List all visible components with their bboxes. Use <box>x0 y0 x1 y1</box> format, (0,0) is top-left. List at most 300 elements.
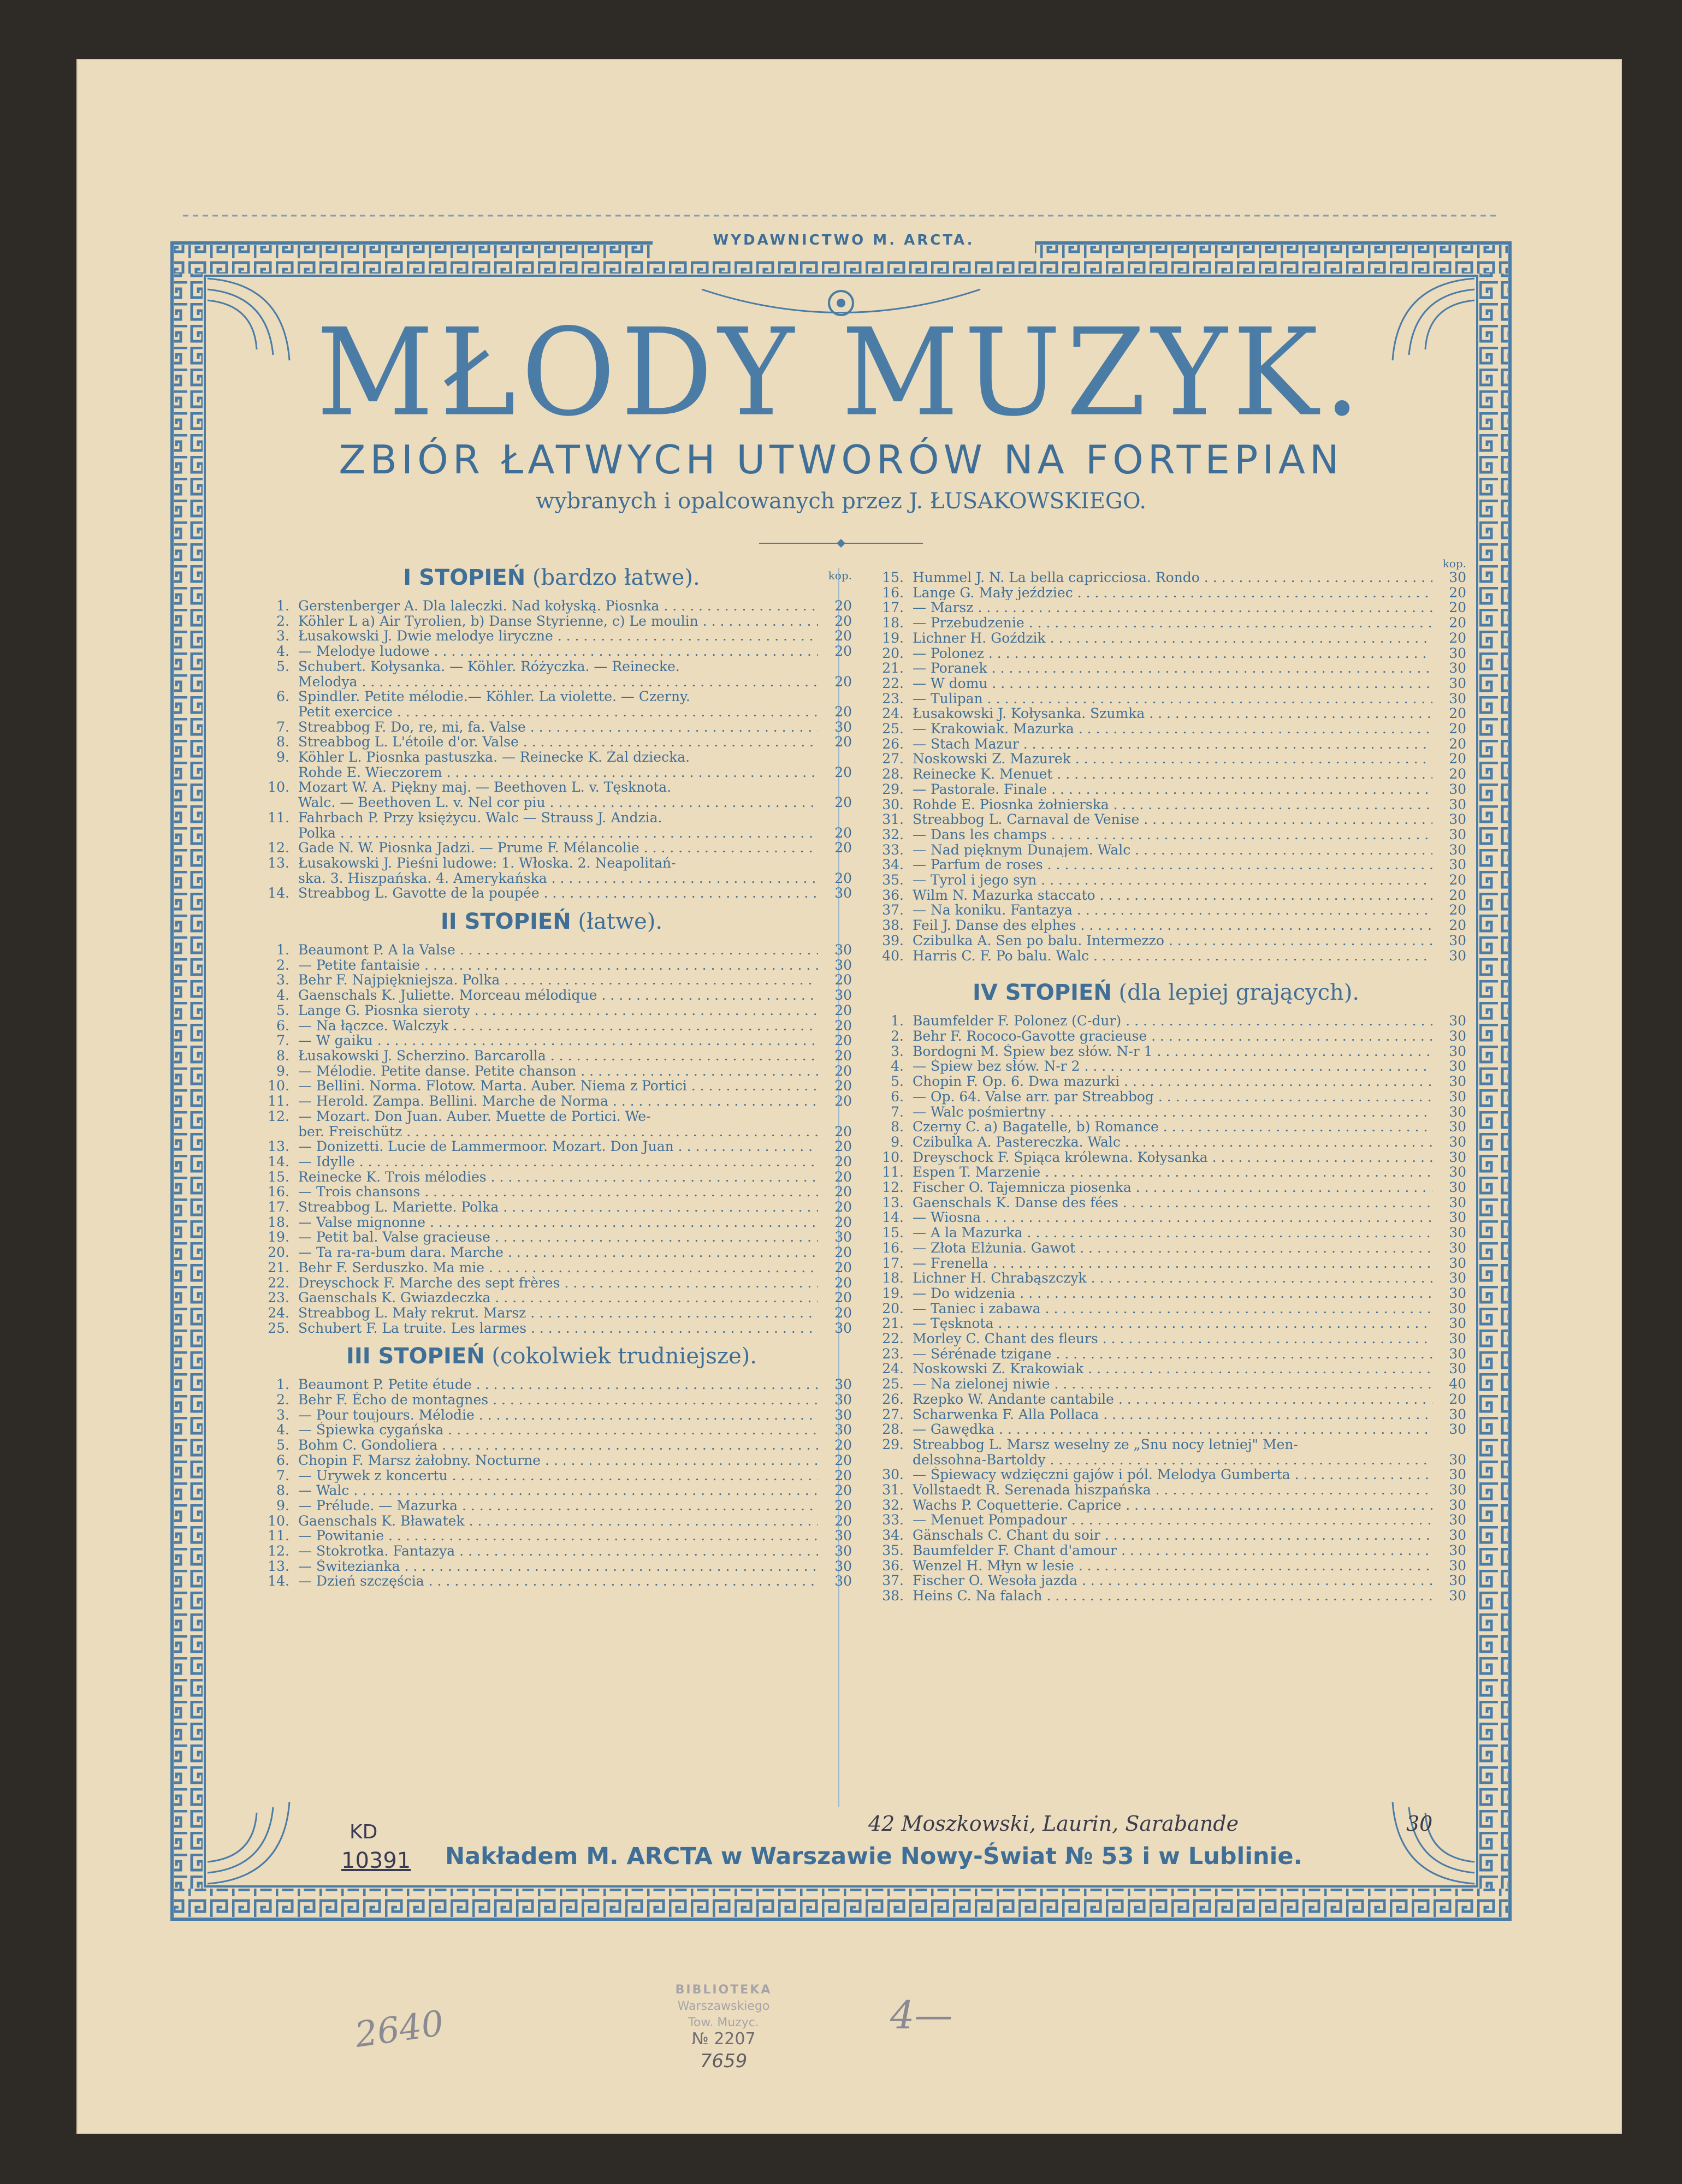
item-number: 9. <box>276 1063 289 1079</box>
list-item <box>866 661 1466 676</box>
list-item <box>866 903 1466 918</box>
item-title: — Petite fantaisie . . . <box>298 958 818 973</box>
list-stopien-4 <box>866 1013 1466 1603</box>
item-number: 4. <box>891 1058 904 1075</box>
item-title: — Stokrotka. Fantazya . . . <box>298 1544 818 1559</box>
item-title: — Tulipan . . . <box>913 691 1432 707</box>
item-title: Hummel J. N. La bella capricciosa. Rondo . . . <box>913 570 1432 585</box>
pencil-number: 2640 <box>352 2003 447 2056</box>
list-item <box>251 988 852 1003</box>
item-price: 30 <box>1449 781 1466 797</box>
list-item <box>251 1498 852 1514</box>
item-number: 10. <box>268 779 289 796</box>
item-number: 35. <box>882 872 904 888</box>
item-title: Łusakowski J. Pieśni ludowe: 1. Włoska. 2. Neapolitań- <box>298 855 676 871</box>
item-title: Rohde E. Wieczorem . . . <box>298 765 818 780</box>
item-price: 30 <box>1449 1588 1466 1604</box>
list-item <box>866 646 1466 661</box>
list-item <box>251 1245 852 1260</box>
list-item <box>866 1558 1466 1574</box>
item-title: — Wiosna . . . <box>913 1210 1432 1225</box>
list-item <box>251 856 852 871</box>
item-title: — Tyrol i jego syn . . . <box>913 873 1432 888</box>
item-title: Gaenschals K. Bławatek . . . <box>298 1514 818 1529</box>
item-title: — Taniec i zabawa . . . <box>913 1301 1432 1316</box>
item-price: 30 <box>1449 1270 1466 1286</box>
list-item <box>866 1165 1466 1180</box>
list-stopien-2 <box>251 942 852 1336</box>
item-number: 17. <box>882 600 904 616</box>
item-price: 20 <box>834 1047 852 1064</box>
item-title: Baumfelder F. Polonez (C-dur) . . . <box>913 1013 1432 1029</box>
item-number: 13. <box>268 1138 289 1155</box>
item-number: 13. <box>268 1558 289 1574</box>
item-title: Wilm N. Mazurka staccato . . . <box>913 888 1432 903</box>
item-number: 19. <box>882 1285 904 1301</box>
list-item <box>866 857 1466 873</box>
item-title: Noskowski Z. Krakowiak . . . <box>913 1361 1432 1376</box>
list-item <box>251 826 852 841</box>
item-price: 20 <box>834 1437 852 1453</box>
list-item <box>866 948 1466 964</box>
section-note: (bardzo łatwe). <box>532 565 700 590</box>
list-item <box>866 615 1466 631</box>
item-price: 30 <box>1449 1225 1466 1241</box>
list-item <box>251 1321 852 1336</box>
item-number: 19. <box>268 1229 289 1245</box>
item-title: delssohna-Bartoldy . . . <box>913 1452 1432 1468</box>
list-item <box>866 1286 1466 1301</box>
item-title: — Mélodie. Petite danse. Petite chanson . . . <box>298 1064 818 1079</box>
item-price: 20 <box>834 1063 852 1079</box>
item-price: 20 <box>1449 630 1466 646</box>
handwritten-entry: 42 Moszkowski, Laurin, Sarabande <box>868 1812 1239 1836</box>
item-number: 20. <box>882 1300 904 1316</box>
item-title: Lichner H. Goździk . . . <box>913 631 1432 646</box>
item-number: 14. <box>268 1153 289 1170</box>
item-number: 7. <box>276 719 289 735</box>
item-number: 2. <box>276 1392 289 1408</box>
item-number: 36. <box>882 1557 904 1574</box>
list-item <box>251 795 852 810</box>
item-price: 40 <box>1449 1376 1466 1392</box>
item-number: 37. <box>882 1572 904 1589</box>
list-item <box>866 1512 1466 1528</box>
section-heading-2 <box>251 909 852 935</box>
list-item <box>866 721 1466 737</box>
item-price: 20 <box>834 1199 852 1215</box>
item-price: 30 <box>1449 1421 1466 1438</box>
item-price: 30 <box>1449 1209 1466 1226</box>
item-title: Behr F. Rococo-Gavotte gracieuse . . . <box>913 1029 1432 1044</box>
list-item <box>251 1559 852 1574</box>
item-title: Reinecke K. Trois mélodies . . . <box>298 1170 818 1185</box>
item-number: 32. <box>882 1497 904 1513</box>
item-price: 20 <box>834 794 852 811</box>
item-price: 30 <box>1449 1179 1466 1196</box>
page-subtitle: ZBIÓR ŁATWYCH UTWORÓW NA FORTEPIAN <box>339 437 1343 483</box>
item-number: 5. <box>276 1437 289 1453</box>
item-number: 24. <box>882 705 904 722</box>
item-number: 18. <box>268 1214 289 1230</box>
list-item <box>251 958 852 973</box>
item-title: — Melodye ludowe . . . <box>298 644 818 659</box>
list-item <box>866 1346 1466 1362</box>
list-item <box>251 750 852 765</box>
list-item <box>251 720 852 735</box>
item-price: 30 <box>834 1229 852 1245</box>
list-item <box>251 1528 852 1544</box>
list-item <box>866 1573 1466 1588</box>
item-title: — Na łączce. Walczyk . . . <box>298 1018 818 1034</box>
item-number: 12. <box>882 1179 904 1196</box>
list-item <box>251 1377 852 1392</box>
item-number: 12. <box>268 1543 289 1559</box>
item-number: 6. <box>891 1088 904 1105</box>
item-title: Łusakowski J. Scherzino. Barcarolla . . . <box>298 1048 818 1064</box>
item-title: Schubert. Kołysanka. — Köhler. Różyczka. — Reinecke. <box>298 658 680 674</box>
item-title: Melodya . . . <box>298 674 818 690</box>
item-title: ber. Freischütz . . . <box>298 1124 818 1140</box>
item-price: 20 <box>834 703 852 720</box>
item-price: 30 <box>1449 1467 1466 1483</box>
list-item <box>866 570 1466 585</box>
item-price: 30 <box>834 1573 852 1589</box>
list-item <box>866 1528 1466 1543</box>
item-number: 38. <box>882 1588 904 1604</box>
item-title: — Śpiew bez słów. N-r 2 . . . <box>913 1059 1432 1074</box>
section-note: (łatwe). <box>578 909 663 935</box>
item-price: 30 <box>1449 1361 1466 1377</box>
stamp-line: BIBLIOTEKA <box>675 1983 772 1997</box>
item-title: — Nad pięknym Dunajem. Walc . . . <box>913 842 1432 858</box>
item-price: 30 <box>1449 1119 1466 1135</box>
item-number: 12. <box>268 840 289 856</box>
item-number: 4. <box>276 643 289 660</box>
item-price: 30 <box>1449 796 1466 812</box>
item-price: 20 <box>834 1452 852 1468</box>
list-item <box>251 628 852 644</box>
item-price: 30 <box>1449 1557 1466 1574</box>
item-price: 20 <box>834 1244 852 1261</box>
item-title: Heins C. Na falach . . . <box>913 1588 1432 1604</box>
item-title: — Op. 64. Valse arr. par Streabbog . . . <box>913 1089 1432 1105</box>
item-number: 10. <box>268 1512 289 1529</box>
item-number: 22. <box>882 1331 904 1347</box>
list-item <box>866 812 1466 827</box>
list-item <box>251 1033 852 1048</box>
item-price: 30 <box>1449 1103 1466 1120</box>
item-title: Gaenschals K. Gwiazdeczka . . . <box>298 1290 818 1305</box>
item-title: Espen T. Marzenie . . . <box>913 1165 1432 1180</box>
item-title: — Na koniku. Fantazya . . . <box>913 903 1432 918</box>
item-price: 30 <box>1449 1088 1466 1105</box>
item-title: — Poranek . . . <box>913 661 1432 676</box>
list-item <box>251 1094 852 1109</box>
item-price: 30 <box>834 1558 852 1574</box>
item-number: 13. <box>268 854 289 871</box>
list-item <box>866 1376 1466 1392</box>
item-number: 12. <box>268 1108 289 1124</box>
item-number: 4. <box>276 987 289 1004</box>
list-item <box>251 1408 852 1423</box>
item-title: — Menuet Pompadour . . . <box>913 1512 1432 1528</box>
list-item <box>866 1059 1466 1074</box>
item-title: Dreyschock F. Śpiąca królewna. Kołysanka . . . <box>913 1150 1432 1165</box>
item-number: 36. <box>882 887 904 903</box>
item-title: Rzepko W. Andante cantabile . . . <box>913 1392 1432 1407</box>
item-number: 11. <box>268 809 289 826</box>
item-price: 30 <box>1449 645 1466 661</box>
item-number: 23. <box>882 690 904 707</box>
item-price: 30 <box>1449 1013 1466 1029</box>
list-item <box>251 1392 852 1408</box>
item-price: 20 <box>834 1002 852 1018</box>
item-number: 33. <box>882 841 904 858</box>
list-item <box>866 1013 1466 1029</box>
item-title: — Sérénade tzigane . . . <box>913 1346 1432 1362</box>
list-stopien-3-continued <box>866 570 1466 963</box>
list-item <box>866 767 1466 782</box>
list-item <box>866 1089 1466 1105</box>
item-title: — Bellini. Norma. Flotow. Marta. Auber. Niema z Portici . . . <box>298 1078 818 1094</box>
section-heading-4 <box>866 980 1466 1006</box>
list-item <box>251 1109 852 1124</box>
item-number: 5. <box>891 1073 904 1090</box>
item-price: 30 <box>1449 947 1466 964</box>
divider-ornament <box>759 538 923 549</box>
section-heading-1 <box>251 565 852 591</box>
item-number: 6. <box>276 689 289 705</box>
item-number: 27. <box>882 751 904 767</box>
item-price: 20 <box>834 673 852 690</box>
item-number: 14. <box>882 1209 904 1226</box>
item-number: 17. <box>882 1255 904 1271</box>
item-number: 29. <box>882 781 904 797</box>
list-item <box>866 1407 1466 1422</box>
item-price: 30 <box>1449 690 1466 707</box>
item-title: — Walc . . . <box>298 1483 818 1498</box>
item-price: 30 <box>834 1392 852 1408</box>
item-price: 30 <box>1449 932 1466 948</box>
item-number: 18. <box>882 615 904 631</box>
page-subtitle-editor: wybranych i opalcowanych przez J. ŁUSAKOWSKIEGO. <box>535 489 1147 514</box>
item-number: 18. <box>882 1270 904 1286</box>
list-item <box>251 886 852 901</box>
item-number: 2. <box>276 613 289 629</box>
item-price: 30 <box>1449 1572 1466 1589</box>
list-item <box>866 797 1466 812</box>
item-number: 1. <box>276 942 289 958</box>
item-number: 21. <box>882 660 904 676</box>
list-item <box>251 689 852 704</box>
item-price: 20 <box>834 1214 852 1230</box>
item-title: — W gaiku . . . <box>298 1033 818 1048</box>
item-title: Bohm C. Gondoliera . . . <box>298 1438 818 1453</box>
item-title: Scharwenka F. Alla Pollaca . . . <box>913 1407 1432 1422</box>
list-item <box>866 888 1466 903</box>
item-title: — Walc pośmiertny . . . <box>913 1105 1432 1120</box>
item-title: Czibulka A. Pastereczka. Walc . . . <box>913 1135 1432 1150</box>
item-title: Streabbog L. Mały rekrut. Marsz . . . <box>298 1305 818 1321</box>
item-title: Streabbog L. Gavotte de la poupée . . . <box>298 886 818 901</box>
item-number: 14. <box>268 1573 289 1589</box>
section-heading-3 <box>251 1343 852 1369</box>
item-number: 15. <box>268 1168 289 1185</box>
item-title: — Złota Elżunia. Gawot . . . <box>913 1241 1432 1256</box>
item-number: 23. <box>882 1345 904 1362</box>
item-price: 30 <box>1449 811 1466 828</box>
item-title: Feil J. Danse des elphes . . . <box>913 918 1432 933</box>
item-price: 20 <box>1449 766 1466 782</box>
item-number: 39. <box>882 932 904 948</box>
item-title: Czerny C. a) Bagatelle, b) Romance . . . <box>913 1119 1432 1135</box>
item-number: 24. <box>882 1361 904 1377</box>
item-price: 30 <box>1449 1164 1466 1180</box>
item-number: 22. <box>882 675 904 691</box>
item-price: 30 <box>1449 1255 1466 1271</box>
list-item <box>866 1241 1466 1256</box>
item-title: Streabbog L. L'étoile d'or. Valse . . . <box>298 734 818 750</box>
item-title: Lange G. Mały jeździec . . . <box>913 585 1432 601</box>
item-price: 20 <box>1449 1391 1466 1407</box>
list-item <box>866 1331 1466 1346</box>
list-item <box>251 840 852 856</box>
item-price: 30 <box>1449 1285 1466 1301</box>
item-title: Schubert F. La truite. Les larmes . . . <box>298 1321 818 1336</box>
item-title: Gaenschals K. Juliette. Morceau mélodique . . . <box>298 988 818 1003</box>
publisher-banner: WYDAWNICTWO M. ARCTA. <box>653 221 1035 259</box>
item-title: Lichner H. Chrabąszczyk . . . <box>913 1271 1432 1286</box>
list-item <box>866 1210 1466 1225</box>
item-title: — Dans les champs . . . <box>913 827 1432 842</box>
item-title: — Urywek z koncertu . . . <box>298 1468 818 1483</box>
section-title: I STOPIEŃ <box>403 565 526 590</box>
item-number: 3. <box>891 1043 904 1059</box>
item-number: 31. <box>882 1482 904 1498</box>
item-price: 30 <box>834 1320 852 1336</box>
item-number: 7. <box>276 1467 289 1483</box>
list-item <box>251 1124 852 1140</box>
item-price: 30 <box>1449 1331 1466 1347</box>
item-price: 20 <box>834 734 852 750</box>
item-price: 30 <box>1449 1527 1466 1544</box>
list-item <box>251 1574 852 1589</box>
list-item <box>866 737 1466 752</box>
item-title: Harris C. F. Po balu. Walc . . . <box>913 948 1432 964</box>
item-title: Łusakowski J. Kołysanka. Szumka . . . <box>913 706 1432 721</box>
item-title: — W domu . . . <box>913 676 1432 691</box>
item-title: — Marsz . . . <box>913 600 1432 615</box>
stamp-extra-number: 7659 <box>700 2050 748 2072</box>
item-number: 21. <box>268 1259 289 1275</box>
list-item <box>251 1048 852 1064</box>
item-title: — Dzień szczęścia . . . <box>298 1574 818 1589</box>
list-item <box>866 706 1466 721</box>
item-title: Noskowski Z. Mazurek . . . <box>913 751 1432 767</box>
list-item <box>251 1514 852 1529</box>
item-title: — Na zielonej niwie . . . <box>913 1376 1432 1392</box>
item-title: — Valse mignonne . . . <box>298 1215 818 1230</box>
stamp-line: № 2207 <box>691 2029 756 2049</box>
list-item <box>866 1105 1466 1120</box>
list-item <box>251 942 852 958</box>
list-item <box>251 598 852 614</box>
item-title: Reinecke K. Menuet . . . <box>913 767 1432 782</box>
item-title: ska. 3. Hiszpańska. 4. Amerykańska . . . <box>298 871 818 886</box>
item-price: 20 <box>1449 902 1466 918</box>
item-title: Chopin F. Marsz żałobny. Nocturne . . . <box>298 1453 818 1468</box>
list-item <box>251 644 852 659</box>
item-title: — Ta ra-ra-bum dara. Marche . . . <box>298 1245 818 1260</box>
item-price: 30 <box>1449 1058 1466 1075</box>
list-item <box>251 810 852 826</box>
list-item <box>251 614 852 629</box>
item-title: Wachs P. Coquetterie. Caprice . . . <box>913 1498 1432 1513</box>
item-price: 20 <box>834 1497 852 1514</box>
item-price: 20 <box>834 1184 852 1200</box>
item-number: 1. <box>276 1376 289 1393</box>
item-number: 38. <box>882 917 904 934</box>
list-item <box>251 1544 852 1559</box>
item-number: 8. <box>276 1047 289 1064</box>
item-price: 30 <box>1449 569 1466 585</box>
list-item <box>251 1290 852 1305</box>
list-item <box>251 1305 852 1321</box>
item-title: Rohde E. Piosnka żołnierska . . . <box>913 797 1432 812</box>
list-item <box>251 1064 852 1079</box>
item-title: — Trois chansons . . . <box>298 1184 818 1200</box>
list-item <box>866 873 1466 888</box>
item-price: 20 <box>1449 721 1466 737</box>
list-item <box>866 1225 1466 1241</box>
item-title: — Pour toujours. Mélodie . . . <box>298 1408 818 1423</box>
item-title: Beaumont P. A la Valse . . . <box>298 942 818 958</box>
item-title: Köhler L. Piosnka pastuszka. — Reinecke K. Żal dziecka. <box>298 750 690 765</box>
item-number: 37. <box>882 902 904 918</box>
item-number: 11. <box>268 1093 289 1109</box>
item-number: 7. <box>891 1103 904 1120</box>
list-item <box>251 1078 852 1094</box>
list-stopien-1 <box>251 598 852 901</box>
item-title: Streabbog L. Marsz weselny ze „Snu nocy letniej" Men- <box>913 1437 1298 1452</box>
item-price: 30 <box>834 942 852 958</box>
list-item <box>251 674 852 690</box>
item-number: 9. <box>891 1133 904 1150</box>
item-number: 16. <box>882 584 904 601</box>
section-title: II STOPIEŃ <box>440 909 571 935</box>
item-number: 6. <box>276 1452 289 1468</box>
list-item <box>866 1119 1466 1135</box>
item-number: 9. <box>276 749 289 765</box>
publisher-footer: Nakładem M. ARCTA w Warszawie Nowy-Świat № 53 i w Lublinie. <box>445 1843 1302 1870</box>
item-title: — Pastorale. Finale . . . <box>913 782 1432 797</box>
list-item <box>251 1230 852 1245</box>
list-item <box>251 1003 852 1018</box>
item-price: 30 <box>834 719 852 735</box>
item-price: 20 <box>1449 751 1466 767</box>
list-item <box>251 1483 852 1498</box>
list-item <box>866 1044 1466 1059</box>
item-price: 30 <box>834 885 852 901</box>
left-column <box>251 557 852 1589</box>
item-price: 30 <box>1449 1194 1466 1210</box>
item-price: 30 <box>1449 660 1466 676</box>
stamp-line: Warszawskiego <box>677 1999 770 2013</box>
item-price: 30 <box>1449 1497 1466 1513</box>
item-price: 20 <box>1449 872 1466 888</box>
item-price: 30 <box>834 1406 852 1423</box>
